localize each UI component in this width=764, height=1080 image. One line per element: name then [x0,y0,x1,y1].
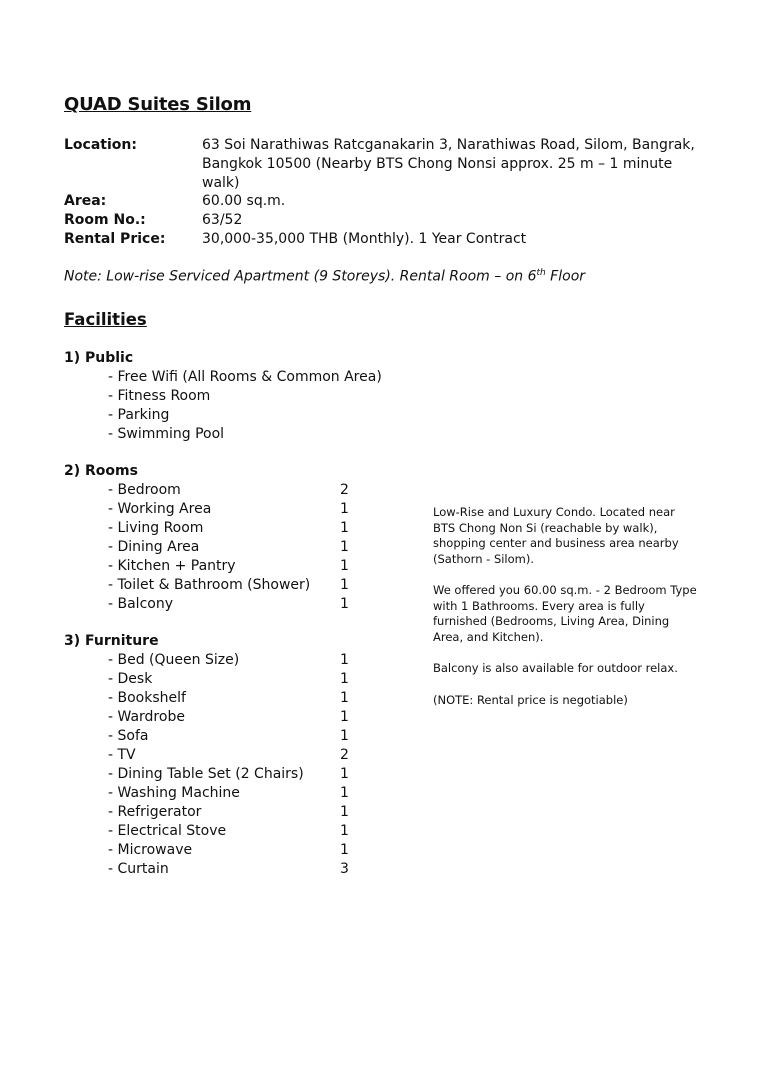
list-item [108,746,368,765]
rooms-heading: 2) Rooms [64,463,138,479]
list-item [108,500,368,519]
list-item [108,538,368,557]
item-quantity: 1 [340,520,349,536]
list-item [108,803,368,822]
list-item [108,689,368,708]
list-item [108,368,382,387]
list-item [108,425,368,444]
list-item [108,841,368,860]
item-quantity: 1 [340,709,349,725]
item-quantity: 1 [340,596,349,612]
item-name: - Parking [108,407,170,423]
item-quantity: 1 [340,558,349,574]
item-name: - Swimming Pool [108,426,225,442]
item-name: - Bed (Queen Size) [108,652,240,668]
item-name: - Bedroom [108,482,181,498]
furniture-heading: 3) Furniture [64,633,159,649]
list-item [108,822,368,841]
public-list [108,368,382,444]
item-quantity: 1 [340,539,349,555]
description-paragraph: Low-Rise and Luxury Condo. Located near BTS Chong Non Si (reachable by walk), shopping center and business area nearby (Sathorn - Silom). [433,505,679,566]
list-item [108,670,368,689]
item-quantity: 1 [340,785,349,801]
item-quantity: 1 [340,652,349,668]
list-item [108,557,368,576]
facilities-heading: Facilities [64,310,147,329]
item-quantity: 1 [340,671,349,687]
item-quantity: 1 [340,766,349,782]
description-panel [433,505,698,724]
rental-price-value: 30,000-35,000 THB (Monthly). 1 Year Contract [202,231,527,247]
item-name: - Bookshelf [108,690,186,706]
area-value: 60.00 sq.m. [202,193,286,209]
list-item [108,595,368,614]
item-name: - TV [108,747,136,763]
item-quantity: 1 [340,577,349,593]
item-name: - Working Area [108,501,212,517]
item-quantity: 2 [340,482,349,498]
item-name: - Microwave [108,842,193,858]
area-label: Area: [64,193,107,209]
item-name: - Fitness Room [108,388,211,404]
floor-note: Note: Low-rise Serviced Apartment (9 Storeys). Rental Room – on 6th Floor [64,268,586,285]
list-item [108,387,368,406]
location-value: 63 Soi Narathiwas Ratcganakarin 3, Narathiwas Road, Silom, Bangrak, Bangkok 10500 (Nearby BTS Chong Nonsi approx. 25 m – 1 minute walk) [202,137,695,191]
item-name: - Free Wifi (All Rooms & Common Area) [108,369,382,385]
item-quantity: 1 [340,823,349,839]
item-name: - Sofa [108,728,149,744]
item-name: - Balcony [108,596,173,612]
list-item [108,576,368,595]
item-name: - Electrical Stove [108,823,227,839]
room-number-label: Room No.: [64,212,146,228]
item-name: - Toilet & Bathroom (Shower) [108,577,311,593]
item-name: - Dining Table Set (2 Chairs) [108,766,304,782]
item-name: - Living Room [108,520,204,536]
list-item [108,481,368,500]
list-item [108,860,368,879]
description-paragraph: We offered you 60.00 sq.m. - 2 Bedroom Type with 1 Bathrooms. Every area is fully furnished (Bedrooms, Living Area, Dining Area, and Kitchen). [433,583,697,644]
item-quantity: 1 [340,804,349,820]
item-name: - Dining Area [108,539,200,555]
list-item [108,519,368,538]
rooms-list [108,481,368,614]
item-quantity: 1 [340,842,349,858]
list-item [108,727,368,746]
item-name: - Refrigerator [108,804,202,820]
list-item [108,651,368,670]
page-title: QUAD Suites Silom [64,94,252,115]
room-number-value: 63/52 [202,212,243,228]
list-item [108,765,368,784]
item-quantity: 1 [340,501,349,517]
list-item [108,708,368,727]
item-name: - Desk [108,671,153,687]
description-paragraph: Balcony is also available for outdoor relax. [433,661,678,675]
rental-price-label: Rental Price: [64,231,166,247]
item-name: - Wardrobe [108,709,185,725]
public-heading: 1) Public [64,350,134,366]
item-name: - Washing Machine [108,785,240,801]
location-label: Location: [64,137,137,153]
furniture-list [108,651,368,879]
item-quantity: 1 [340,728,349,744]
item-quantity: 1 [340,690,349,706]
list-item [108,784,368,803]
item-name: - Curtain [108,861,169,877]
item-quantity: 2 [340,747,349,763]
item-name: - Kitchen + Pantry [108,558,236,574]
description-paragraph: (NOTE: Rental price is negotiable) [433,692,628,707]
list-item [108,406,368,425]
item-quantity: 3 [340,861,349,877]
